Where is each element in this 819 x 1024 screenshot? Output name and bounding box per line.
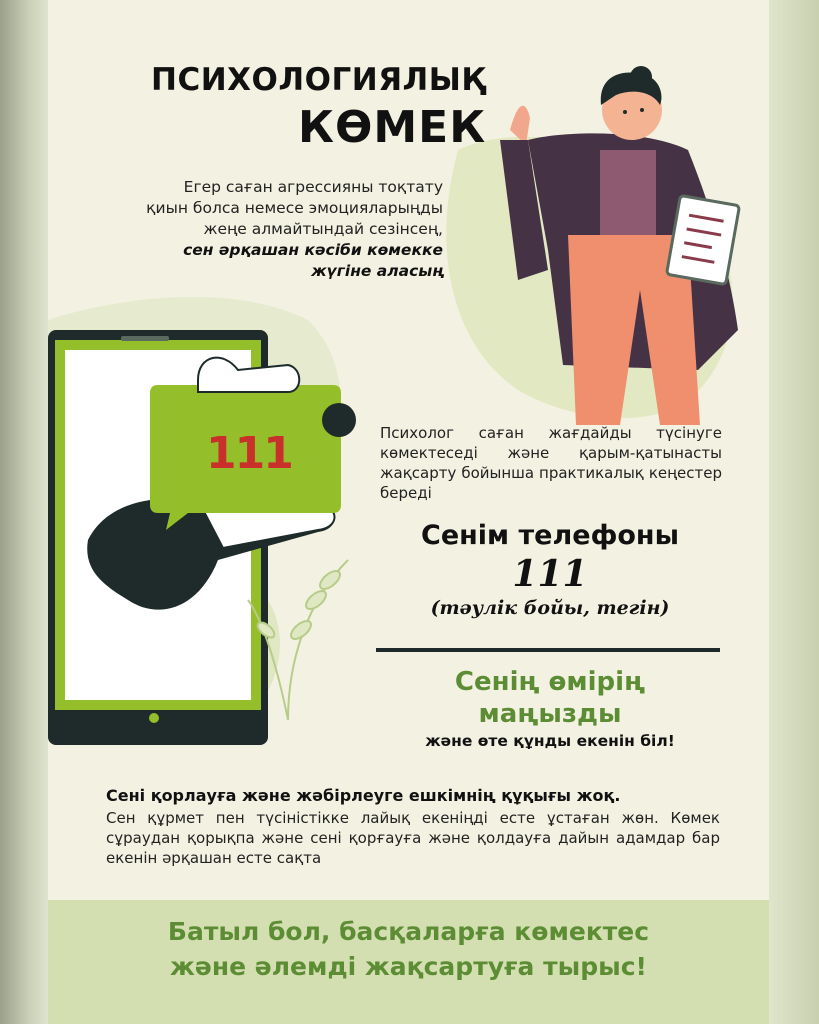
life-line3: және өте құнды екенін біл! bbox=[425, 732, 675, 750]
title-line1: ПСИХОЛОГИЯЛЫҚ bbox=[151, 62, 486, 98]
intro-text bbox=[103, 177, 443, 282]
clipboard-icon bbox=[667, 195, 740, 284]
title-line2: КӨМЕК bbox=[298, 102, 487, 153]
poster bbox=[48, 0, 769, 1024]
hotline-note: (тәулік бойы, тегін) bbox=[430, 597, 670, 619]
footer-text bbox=[48, 914, 769, 984]
hotline-block bbox=[370, 520, 730, 619]
life-block bbox=[370, 666, 730, 750]
life-line1: Сенің өмірің bbox=[454, 667, 646, 697]
intro-line1: Егер саған агрессияны тоқтату bbox=[183, 178, 443, 196]
background-left-edge bbox=[0, 0, 48, 1024]
intro-line3: жеңе алмайтындай сезінсең, bbox=[203, 220, 443, 238]
rights-block bbox=[106, 786, 720, 868]
background-right-edge bbox=[769, 0, 819, 1024]
footer-line1: Батыл бол, басқаларға көмектес bbox=[167, 917, 650, 946]
intro-bold-line2: жүгіне аласың bbox=[311, 262, 443, 280]
hotline-title: Сенім телефоны bbox=[421, 520, 679, 551]
intro-bold-line1: сен әрқашан кәсіби көмекке bbox=[183, 241, 443, 259]
rights-heading: Сені қорлауға және жәбірлеуге ешкімнің құқығы жоқ. bbox=[106, 786, 621, 805]
rights-body: Сен құрмет пен түсіністікке лайық екеніңді есте ұстаған жөн. Көмек сұраудан қорықпа және сені қорғауға және қолдауға дайын адамдар бар екенін әрқашан есте сақта bbox=[106, 809, 720, 867]
intro-line2: қиын болса немесе эмоцияларыңды bbox=[146, 199, 443, 217]
footer-line2: және әлемді жақсартуға тырыс! bbox=[170, 952, 647, 981]
hotline-number-bubble: 111 bbox=[206, 428, 292, 479]
psychologist-text: Психолог саған жағдайды түсінуге көмектеседі және қарым-қатынасты жақсарту бойынша практикалық кеңестер береді bbox=[380, 424, 722, 502]
woman-illustration bbox=[48, 0, 769, 1024]
hotline-number: 111 bbox=[512, 553, 588, 595]
life-line2: маңызды bbox=[478, 699, 622, 729]
divider bbox=[376, 648, 720, 652]
